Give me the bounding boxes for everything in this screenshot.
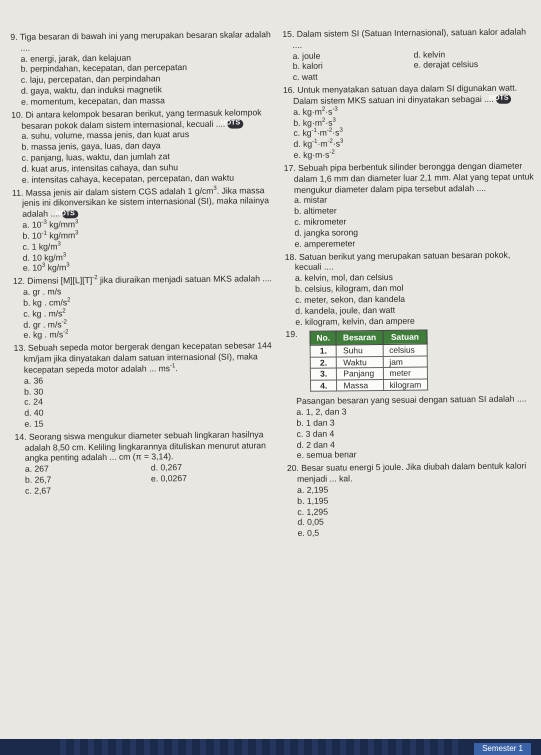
question-14-options [15,461,277,496]
question-11-option-d-text: d. 10 kg/m [22,251,63,263]
question-17-option-e[interactable]: e. amperemeter [294,238,356,249]
question-20-option-e[interactable]: e. 0,5 [297,527,320,539]
question-16-option-a[interactable]: a. $kg\cdot m^2\cdot s^{-3}$ [293,106,338,117]
question-17-option-d[interactable]: d. jangka sorong [294,227,359,238]
question-11-option-b[interactable]: b. $10^{-1}$ $kg/mm^3$ [22,230,79,241]
right-column [282,26,539,541]
question-20-stem: 20. Besar suatu energi 5 joule. Jika diubah dalam bentuk kalori menjadi ... kal. [286,460,527,484]
question-16-option-b[interactable]: b. $kg\cdot m^2\cdot s^3$ [293,117,336,128]
question-12-option-c[interactable]: c. kg . $m/s^2$ [23,308,66,319]
question-14 [15,429,278,497]
table-cell-satuan: celsius [383,344,428,356]
table-cell-no: 1. [310,345,337,357]
question-14-option-d[interactable]: d. 0,267 [150,462,183,473]
table-header-besaran: Besaran [336,331,382,345]
question-20-option-b[interactable]: b. 1,195 [297,495,329,506]
question-9-stem: 9. Tiga besaran di bawah ini yang merupakan besaran skalar adalah .... [10,29,271,53]
table-cell-satuan: jam [383,356,428,368]
question-9-option-a[interactable]: a. energi, jarak, dan kelajuan [20,52,132,64]
hots-badge: HOTS [496,95,512,104]
question-19 [285,327,538,461]
question-14-option-a[interactable]: a. 267 [24,463,49,475]
question-16-stem-text: 16. Untuk menyatakan satuan daya dalam SI digunakan watt. Dalam sistem MKS satuan ini dinyatakan sebagai .... [282,82,518,106]
question-10-option-b[interactable]: b. massa jenis, gaya, luas, dan daya [21,140,161,153]
question-9-option-d[interactable]: d. gaya, waktu, dan induksi magnetik [20,84,162,96]
question-12-option-b-text: b. kg . cm/s [23,297,68,308]
question-15-option-a[interactable]: a. joule [292,50,321,61]
question-10-stem-text: 10. Di antara kelompok besaran berikut, yang termasuk kelompok besaran pokok dalam sistem internasional, kecuali .... [11,107,262,131]
question-19-option-c[interactable]: c. 3 dan 4 [296,428,335,439]
question-13-stem: 13. Sebuah sepeda motor bergerak dengan kecepatan sebesar 144 km/jam jika dinyatakan dalam satuan internasional (SI), maka kecepatan sepeda motor adalah ... $ms^{-1}$. [13,340,272,375]
question-11 [12,185,275,274]
question-17-option-a[interactable]: a. mistar [294,195,328,206]
question-10-stem [11,107,273,131]
question-13-stem-text: 13. Sebuah sepeda motor bergerak dengan kecepatan sebesar 144 km/jam jika dinyatakan dalam satuan internasional (SI), maka kecepatan sepeda motor adalah ... ms [13,340,272,375]
table-cell-no: 3. [310,368,337,380]
question-16-option-a-text: a. kg·m [293,106,322,117]
question-15-option-d[interactable]: d. kelvin [413,48,446,60]
question-16-stem [283,83,535,107]
question-12 [13,273,276,341]
question-19-option-a[interactable]: a. 1, 2, dan 3 [296,406,347,417]
hots-badge: HOTS [228,119,244,128]
table-cell-besaran: Panjang [337,368,383,380]
question-15-stem: 15. Dalam sistem SI (Satuan Internasional), satuan kalor adalah .... [282,26,527,50]
question-17-option-c[interactable]: c. mikrometer [294,216,347,228]
question-14-option-c[interactable]: c. 2,67 [25,485,52,496]
question-11-stem-b: . Jika massa jenis ini dikonversikan ke sistem internasional (SI), maka nilainya adalah .... [22,184,270,220]
question-12-stem: 12. Dimensi $[M][L][T]^{-2}$ jika diuraikan menjadi satuan MKS adalah .... [12,273,272,287]
question-11-option-a[interactable]: a. $10^{-3}$ $kg/mm^3$ [22,219,79,230]
question-9-option-e[interactable]: e. momentum, kecepatan, dan massa [21,95,165,107]
table-row [310,379,427,392]
question-20-option-a[interactable]: a. 2,195 [297,484,329,495]
question-18-option-c[interactable]: c. meter, sekon, dan kandela [295,293,406,305]
question-11-option-c[interactable]: c. 1 $kg/m^3$ [22,241,61,252]
question-19-number: 19. [285,329,298,340]
question-16 [283,83,536,161]
question-14-option-e[interactable]: e. 0,0267 [150,473,187,484]
question-15-option-b[interactable]: b. kalori [292,61,323,72]
question-18-option-b[interactable]: b. celsius, kilogram, dan mol [294,282,404,294]
question-14-option-b[interactable]: b. 26,7 [24,474,52,485]
table-cell-besaran: Waktu [337,356,383,368]
question-12-option-d[interactable]: d. gr . $m/s^{-2}$ [23,318,67,330]
question-12-option-e-text: e. kg . m/s [23,329,64,341]
question-17-stem: 17. Sebuah pipa berbentuk silinder berongga dengan diameter dalam 1,6 mm dan diameter luar 2,1 mm. Alat yang tepat untuk mengukur diameter dalam pipa tersebut adalah .... [283,160,534,195]
question-11-option-b-text: b. 10 [22,230,42,241]
question-15 [282,26,535,83]
question-10-option-d[interactable]: d. kuat arus, intensitas cahaya, dan suhu [21,162,179,174]
table-cell-satuan: kilogram [383,379,428,391]
question-16-option-c-text: c. kg [293,128,312,139]
footer-dot-pattern [60,739,460,755]
table-cell-satuan: meter [383,367,428,379]
question-15-option-c[interactable]: c. watt [292,71,318,83]
table-row [310,344,427,357]
question-20-option-d[interactable]: d. 0,05 [297,516,324,528]
question-12-option-e[interactable]: e. kg . $m/s^{-2}$ [23,329,69,341]
question-12-option-b[interactable]: b. kg . $cm/s^2$ [23,297,71,308]
question-12-option-a[interactable]: a. gr . m/s [23,286,62,297]
page-footer-band [0,739,541,755]
table-cell-no: 2. [310,357,337,369]
question-19-head [285,327,538,397]
question-19-option-e[interactable]: e. semua benar [296,449,357,461]
question-12-option-c-text: c. kg . m/s [23,308,63,319]
question-20 [287,461,540,539]
question-18-stem: 18. Satuan berikut yang merupakan satuan besaran pokok, kecuali .... [284,249,511,273]
question-20-option-c[interactable]: c. 1,295 [297,506,329,517]
table-cell-no: 4. [310,380,337,392]
question-12-stem-b: jika diuraikan menjadi satuan MKS adalah .... [97,273,272,286]
question-17-option-b[interactable]: b. altimeter [294,205,337,217]
question-18 [285,249,538,327]
hots-badge: HOTS [62,210,78,219]
question-13-option-b[interactable]: b. 30 [24,386,44,397]
question-13-option-a[interactable]: a. 36 [23,375,44,386]
question-16-option-e-text: e. kg·m·s [293,149,330,161]
question-12-option-d-text: d. gr . m/s [23,318,62,330]
semester-label: Semester 1 [474,743,531,755]
question-15-options [283,48,535,83]
question-11-option-e-text: e. 10 [22,262,42,274]
question-10 [11,107,274,186]
question-10-option-e[interactable]: e. intensitas cahaya, kecepatan, percepatan, dan waktu [21,172,235,185]
question-11-option-a-text: a. 10 [22,219,42,230]
question-16-option-c[interactable]: c. $kg^{-1}\cdot m^{-2}\cdot s^3$ [293,127,343,139]
question-11-option-d[interactable]: d. 10 $kg/m^3$ [22,251,67,263]
question-19-option-d[interactable]: d. 2 dan 4 [296,439,335,450]
question-10-option-a[interactable]: a. suhu, volume, massa jenis, dan kuat arus [21,129,190,142]
question-15-option-e[interactable]: e. derajat celsius [413,59,479,71]
quantity-unit-table [309,330,428,392]
question-11-stem-a: 11. Massa jenis air dalam sistem CGS adalah 1 g/cm [11,185,214,198]
question-9-option-b[interactable]: b. perpindahan, kecepatan, dan percepatan [20,62,188,75]
table-cell-besaran: Massa [337,379,383,391]
question-11-option-c-text: c. 1 kg/m [22,241,58,252]
question-18-option-d[interactable]: d. kandela, joule, dan watt [295,304,396,316]
question-14-stem: 14. Seorang siswa mengukur diameter sebuah lingkaran hasilnya adalah 8,50 cm. Keliling lingkarannya dituliskan menurut aturan angka penting adalah ... cm (π = 3,14). [14,429,266,464]
question-19-option-b[interactable]: b. 1 dan 3 [296,417,335,428]
question-13-option-e[interactable]: e. 15 [24,418,44,429]
question-13 [14,340,277,429]
question-10-option-c[interactable]: c. panjang, luas, waktu, dan jumlah zat [21,151,170,163]
question-13-option-d[interactable]: d. 40 [24,407,44,418]
table-header-row [310,330,427,345]
question-9-option-c[interactable]: c. laju, percepatan, dan perpindahan [20,73,161,86]
table-header-no: No. [310,331,337,345]
table-header-satuan: Satuan [383,330,428,344]
table-cell-besaran: Suhu [337,344,383,356]
question-16-option-d[interactable]: d. $kg^{-1}\cdot m^{-2}\cdot s^3$ [293,138,344,150]
question-18-option-a[interactable]: a. kelvin, mol, dan celsius [294,272,393,284]
question-17 [284,160,537,249]
question-19-stem: Pasangan besaran yang sesuai dengan satuan SI adalah .... [296,393,527,407]
table-row [310,367,427,380]
question-11-option-e[interactable]: e. $10^3$ $kg/m^3$ [22,262,70,274]
question-16-option-b-text: b. kg·m [293,117,323,128]
question-18-option-e[interactable]: e. kilogram, kelvin, dan ampere [295,315,415,327]
question-11-stem: 11. Massa jenis air dalam sistem CGS adalah 1 $g/cm^3$. Jika massa jenis ini dikonversikan ke sistem internasional (SI), maka nilainya adalah .... HOTS [11,184,270,220]
left-column [10,29,277,498]
question-16-option-d-text: d. kg [293,139,313,150]
question-9 [10,29,273,108]
question-12-stem-a: 12. Dimensi [M][L][T] [12,275,93,287]
question-13-option-c[interactable]: c. 24 [24,396,43,408]
question-16-option-e[interactable]: e. $kg\cdot m\cdot s^{-2}$ [293,149,335,161]
